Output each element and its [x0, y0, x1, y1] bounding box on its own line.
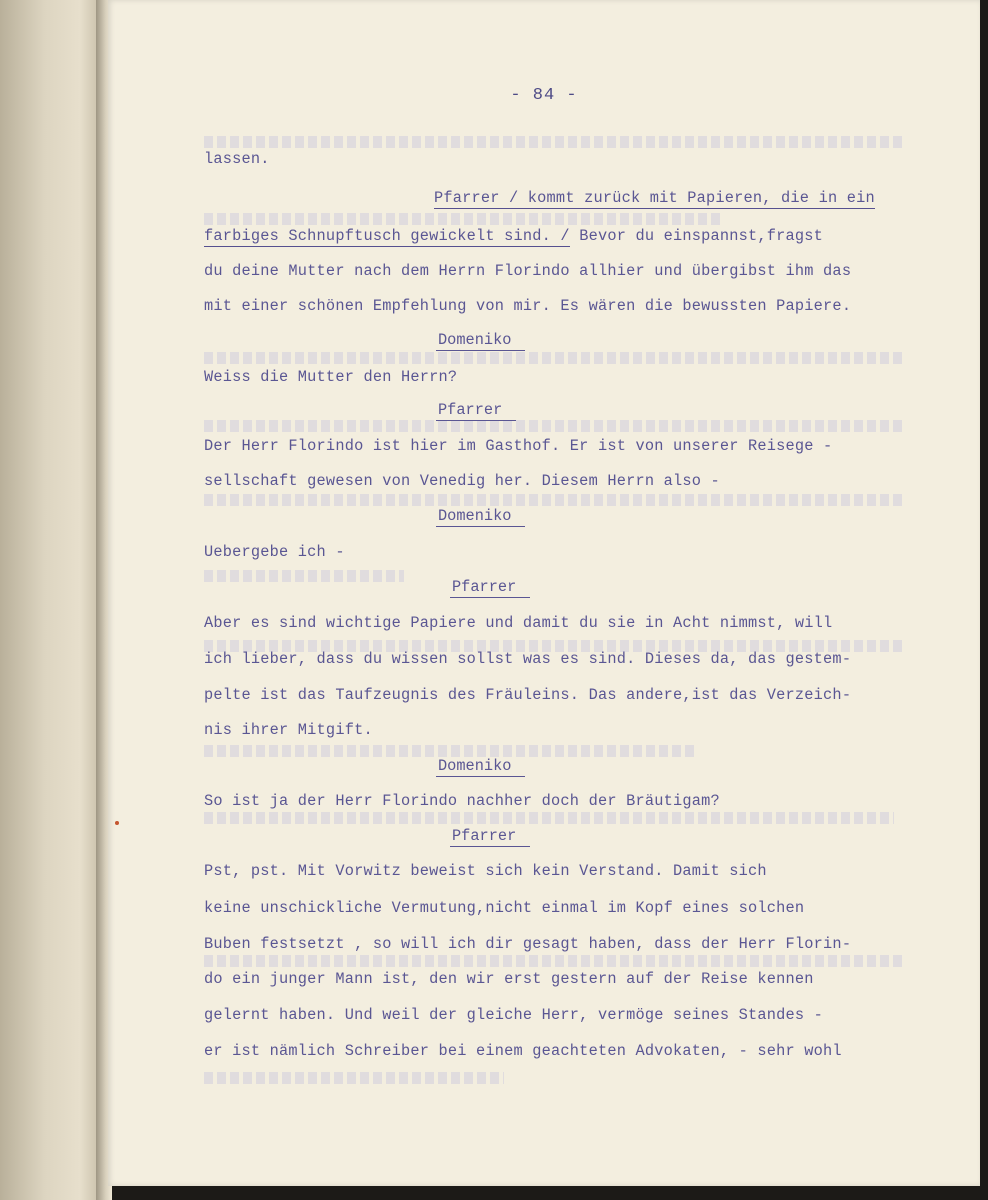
text-line: pelte ist das Taufzeugnis des Fräuleins. Das andere,ist das Verzeich-: [204, 686, 852, 704]
dialogue-text: Bevor du einspannst,fragst: [569, 227, 824, 245]
text-line: ich lieber, dass du wissen sollst was es sind. Dieses da, das gestem-: [204, 650, 852, 668]
stage-direction: [434, 189, 875, 207]
speaker-name: Domeniko: [436, 757, 525, 777]
stage-direction-text: Pfarrer / kommt zurück mit Papieren, die in ein: [434, 189, 875, 207]
text-line: Aber es sind wichtige Papiere und damit du sie in Acht nimmst, will: [204, 614, 833, 632]
text-line: nis ihrer Mitgift.: [204, 721, 373, 739]
document-page: [108, 0, 980, 1186]
text-line: Weiss die Mutter den Herrn?: [204, 368, 458, 386]
stage-direction-text: farbiges Schnupftusch gewickelt sind. /: [204, 227, 570, 245]
text-line: lassen.: [204, 150, 270, 168]
speaker-name: Pfarrer: [436, 401, 516, 421]
facing-page-edge: [0, 0, 100, 1200]
speaker-name: Pfarrer: [450, 578, 530, 598]
text-line: mit einer schönen Empfehlung von mir. Es wären die bewussten Papiere.: [204, 297, 852, 315]
text-line: gelernt haben. Und weil der gleiche Herr, vermöge seines Standes -: [204, 1006, 824, 1024]
text-line: do ein junger Mann ist, den wir erst gestern auf der Reise kennen: [204, 970, 814, 988]
speaker-name: Domeniko: [436, 331, 525, 351]
ink-speck: [115, 821, 119, 825]
speaker-name: Pfarrer: [450, 827, 530, 847]
text-line: er ist nämlich Schreiber bei einem geachteten Advokaten, - sehr wohl: [204, 1042, 842, 1060]
text-line: du deine Mutter nach dem Herrn Florindo allhier und übergibst ihm das: [204, 262, 852, 280]
text-line: So ist ja der Herr Florindo nachher doch der Bräutigam?: [204, 792, 720, 810]
text-line: Pst, pst. Mit Vorwitz beweist sich kein Verstand. Damit sich: [204, 862, 767, 880]
text-line: sellschaft gewesen von Venedig her. Diesem Herrn also -: [204, 472, 720, 490]
text-line: keine unschickliche Vermutung,nicht einmal im Kopf eines solchen: [204, 899, 805, 917]
text-line: Der Herr Florindo ist hier im Gasthof. Er ist von unserer Reisege -: [204, 437, 833, 455]
text-line: Buben festsetzt , so will ich dir gesagt haben, dass der Herr Florin-: [204, 935, 852, 953]
text-line: [204, 227, 823, 245]
text-line: Uebergebe ich -: [204, 543, 345, 561]
page-number: - 84 -: [510, 86, 578, 105]
speaker-name: Domeniko: [436, 507, 525, 527]
